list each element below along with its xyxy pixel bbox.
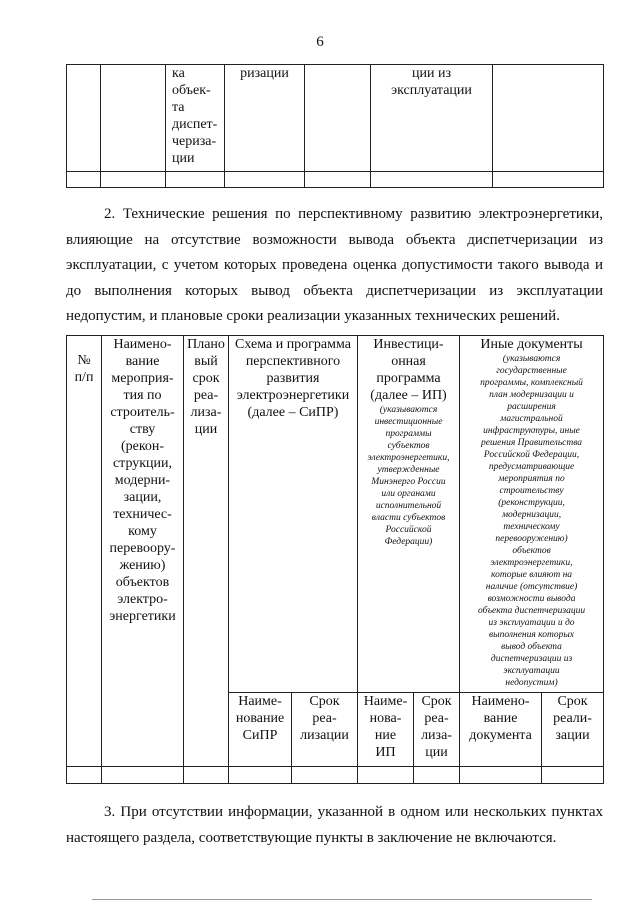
text-line: Срок <box>421 694 452 709</box>
text-line: срок <box>192 371 220 386</box>
sub-scheme-deadline <box>292 693 358 767</box>
text-line: строительству <box>499 486 564 496</box>
text-line: диспет- <box>172 117 218 132</box>
object-dispatch-cell <box>166 65 225 172</box>
text-line: электро- <box>117 592 168 607</box>
text-line: вывод объекта <box>501 642 562 652</box>
sub-invest-name <box>358 693 414 767</box>
text-line: программы, комплексный <box>480 378 583 388</box>
text-line: недопустим) <box>505 678 558 688</box>
text-line: (указываются <box>502 354 561 364</box>
text-line: (рекон- <box>120 439 165 454</box>
text-line: Плано <box>187 337 225 352</box>
other-docs-title: Иные документы <box>480 337 583 352</box>
text-line: та <box>172 100 185 115</box>
text-line: программа <box>376 371 441 386</box>
text-line: Минэнерго России <box>371 477 446 487</box>
table-row <box>67 172 604 188</box>
text-line: онная <box>391 354 426 369</box>
text-line: зации, <box>123 490 162 505</box>
text-line: ка <box>172 66 185 81</box>
text-line: мероприя- <box>111 371 174 386</box>
text-line: зации <box>555 728 590 743</box>
text-line: или органами <box>381 489 436 499</box>
text-line: кому <box>128 524 157 539</box>
text-line: утвержденные <box>377 465 440 475</box>
header-name <box>102 336 184 767</box>
text-line: документа <box>469 728 532 743</box>
text-line: реа- <box>424 711 449 726</box>
text-line: струкции, <box>112 456 173 471</box>
text-line: магистральной <box>500 414 563 424</box>
text-line: (реконструкции, <box>498 498 565 508</box>
paragraph-3: 3. При отсутствии информации, указанной в одном или нескольких пунктах настоящего раздела, соответствующие пункты в заключение не включаются. <box>66 804 603 846</box>
text-line: возможности вывода <box>487 594 576 604</box>
text-line: инфраструктуры, иные <box>483 426 580 436</box>
table-row <box>67 65 604 172</box>
text-line: диспетчеризации из <box>490 654 573 664</box>
text-line: Наиме- <box>363 694 408 709</box>
text-line: объектов <box>115 575 170 590</box>
text-line: Российской Федерации, <box>483 450 580 460</box>
text-line: исполнительной <box>375 501 442 511</box>
text-line: ние <box>374 728 397 743</box>
text-line: эксплуатации <box>391 83 472 98</box>
text-line: перевоору- <box>109 541 176 556</box>
paragraph-2: 2. Технические решения по перспективному развитию электроэнергетики, влияющие на отсутствие возможности вывода объекта диспетчеризации из эксплуатации, с учетом которых проведена оценка допустимости такого вывода и до выполнения которых вывод объекта диспетчеризации из эксплуатации недопустим, и плановые сроки реализации указанных технических решений. <box>66 206 603 324</box>
text-line: Наимено- <box>471 694 530 709</box>
text-line: вание <box>483 711 518 726</box>
text-line: № <box>77 353 91 368</box>
text-line: власти субъектов <box>371 513 446 523</box>
text-line: строитель- <box>110 405 175 420</box>
sub-scheme-name <box>229 693 292 767</box>
text-line: электроэнергетики, <box>490 558 573 568</box>
text-line: Наимено- <box>113 337 172 352</box>
sub-invest-deadline <box>414 693 460 767</box>
text-line: электроэнергетики <box>236 388 350 403</box>
text-line: нова- <box>369 711 402 726</box>
text-line: техничес- <box>113 507 172 522</box>
text-line: чериза- <box>172 134 217 149</box>
table-row <box>67 336 604 693</box>
page-number: 6 <box>316 34 324 50</box>
text-line: мероприятия по <box>498 474 565 484</box>
text-line: нование <box>235 711 285 726</box>
text-line: ции <box>425 745 448 760</box>
text-line: Наиме- <box>238 694 282 709</box>
text-line: субъектов <box>387 441 430 451</box>
text-line: ции <box>172 151 195 166</box>
text-line: реа- <box>193 388 219 403</box>
sub-other-name <box>460 693 542 767</box>
text-line: (далее – ИП) <box>370 388 447 403</box>
text-line: из эксплуатации и до <box>488 618 575 628</box>
text-line: ции из <box>412 66 451 81</box>
top-table <box>66 64 604 188</box>
text-line: вание <box>125 354 160 369</box>
text-line: Срок <box>557 694 588 709</box>
text-line: реали- <box>553 711 592 726</box>
text-line: объек- <box>172 83 211 98</box>
text-line: Инвестици- <box>373 337 444 352</box>
text-line: (указываются <box>379 405 438 415</box>
text-line: государственные <box>496 366 567 376</box>
text-line: наличие (отсутствие) <box>485 582 578 592</box>
text-line: ИП <box>375 745 396 760</box>
text-line: инвестиционные <box>374 417 443 427</box>
text-line: (далее – СиПР) <box>247 405 339 420</box>
text-line: расширения <box>507 402 556 412</box>
text-line: предусматривающие <box>488 462 575 472</box>
text-line: электроэнергетики, <box>367 453 450 463</box>
text-line: развития <box>266 371 320 386</box>
text-line: техническому <box>503 522 560 532</box>
text-line: реа- <box>312 711 337 726</box>
header-invest <box>358 336 460 693</box>
table-row <box>67 767 604 784</box>
text-line: модернизации, <box>501 510 562 520</box>
bottom-scan-line <box>92 899 592 900</box>
text-line: решения Правительства <box>481 438 583 448</box>
text-line: перевооружению) <box>495 534 568 544</box>
text-line: модерни- <box>114 473 171 488</box>
text-line: ству <box>129 422 156 437</box>
main-table <box>66 335 604 784</box>
text-line: СиПР <box>242 728 278 743</box>
modernization-cell: ризации <box>225 65 305 172</box>
text-line: объектов <box>512 546 551 556</box>
text-line: жению) <box>119 558 166 573</box>
header-number <box>67 336 102 767</box>
text-line: лиза- <box>421 728 452 743</box>
sub-other-deadline <box>542 693 604 767</box>
text-line: вый <box>194 354 218 369</box>
text-line: которые влияют на <box>491 570 573 580</box>
text-line: эксплуатации <box>503 666 560 676</box>
text-line: объекта диспетчеризации <box>477 606 586 616</box>
text-line: энергетики <box>109 609 176 624</box>
text-line: ции <box>194 422 218 437</box>
text-line: п/п <box>74 370 94 385</box>
text-line: программы <box>385 429 432 439</box>
header-deadline <box>184 336 229 767</box>
text-line: Российской <box>385 525 432 535</box>
text-line: лизации <box>300 728 349 743</box>
text-line: Срок <box>309 694 340 709</box>
text-line: перспективного <box>245 354 341 369</box>
text-line: выполнения которых <box>489 630 575 640</box>
text-line: тия по <box>123 388 162 403</box>
text-line: лиза- <box>190 405 222 420</box>
text-line: Схема и программа <box>235 337 351 352</box>
header-other <box>460 336 604 693</box>
text-line: план модернизации и <box>489 390 574 400</box>
text-line: Федерации) <box>384 537 433 547</box>
header-scheme <box>229 336 358 693</box>
exploitation-cell <box>371 65 493 172</box>
